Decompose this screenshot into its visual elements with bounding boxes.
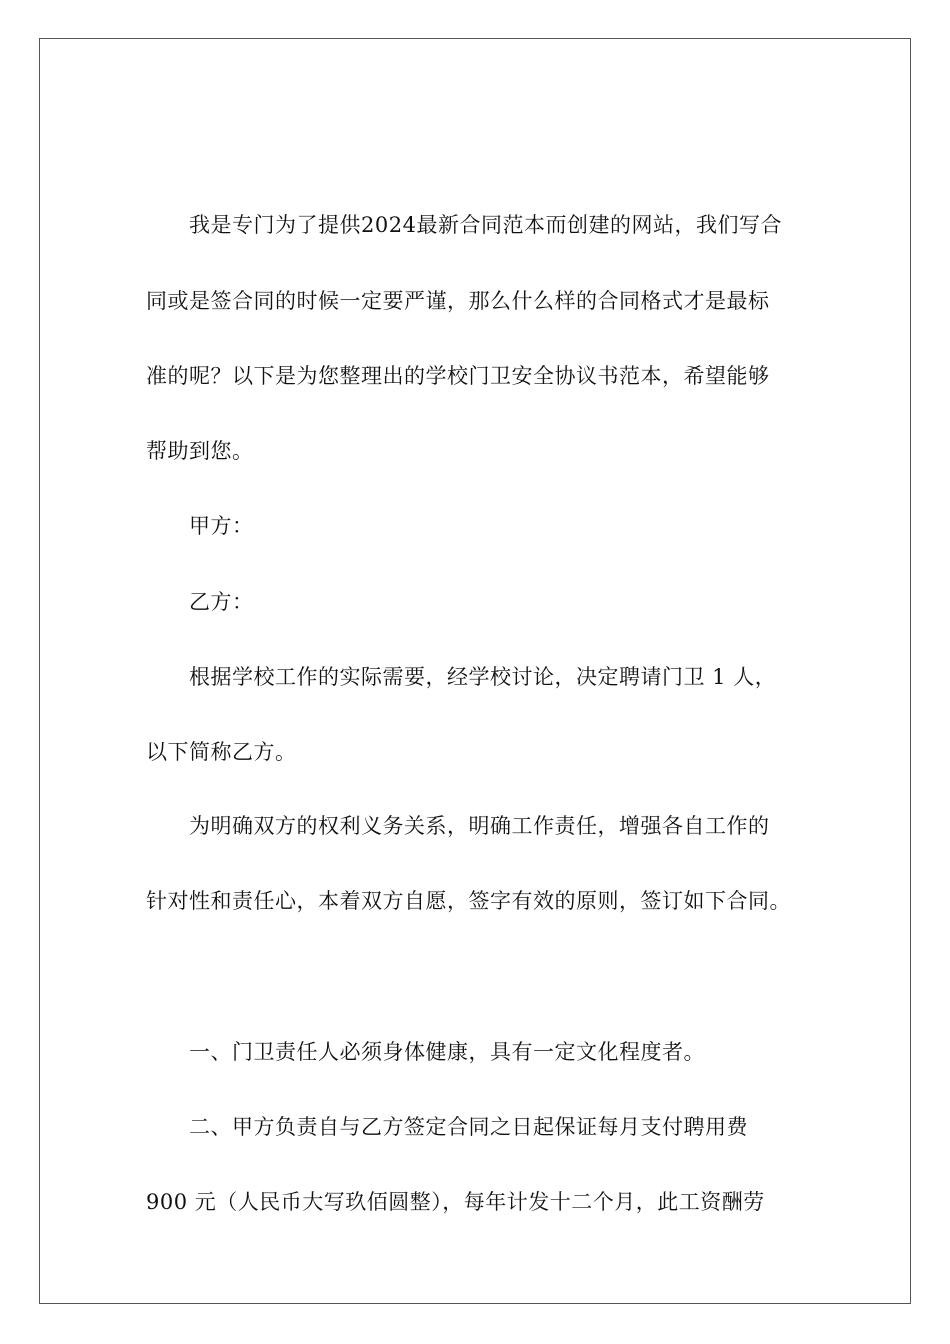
clause-2-line-1: 二、甲方负责自与乙方签定合同之日起保证每月支付聘用费 [189, 1115, 748, 1139]
paragraph-hire-line-1: 根据学校工作的实际需要，经学校讨论，决定聘请门卫 1 人， [189, 665, 777, 689]
paragraph-intro-line-1: 我是专门为了提供2024最新合同范本而创建的网站，我们写合 [189, 213, 782, 237]
party-b-label: 乙方： [189, 590, 254, 614]
clause-1: 一、门卫责任人必须身体健康，具有一定文化程度者。 [189, 1040, 705, 1064]
paragraph-purpose-line-1: 为明确双方的权利义务关系，明确工作责任，增强各自工作的 [189, 814, 770, 838]
paragraph-intro-line-3: 准的呢？以下是为您整理出的学校门卫安全协议书范本，希望能够 [146, 364, 770, 388]
paragraph-intro-line-4: 帮助到您。 [146, 439, 254, 463]
paragraph-purpose-line-2: 针对性和责任心，本着双方自愿，签字有效的原则，签订如下合同。 [146, 889, 791, 913]
paragraph-hire-line-2: 以下简称乙方。 [146, 740, 297, 764]
paragraph-intro-line-2: 同或是签合同的时候一定要严谨，那么什么样的合同格式才是最标 [146, 289, 770, 313]
clause-2-line-2: 900 元（人民币大写玖佰圆整），每年计发十二个月，此工资酬劳 [146, 1190, 765, 1214]
party-a-label: 甲方： [189, 514, 254, 538]
